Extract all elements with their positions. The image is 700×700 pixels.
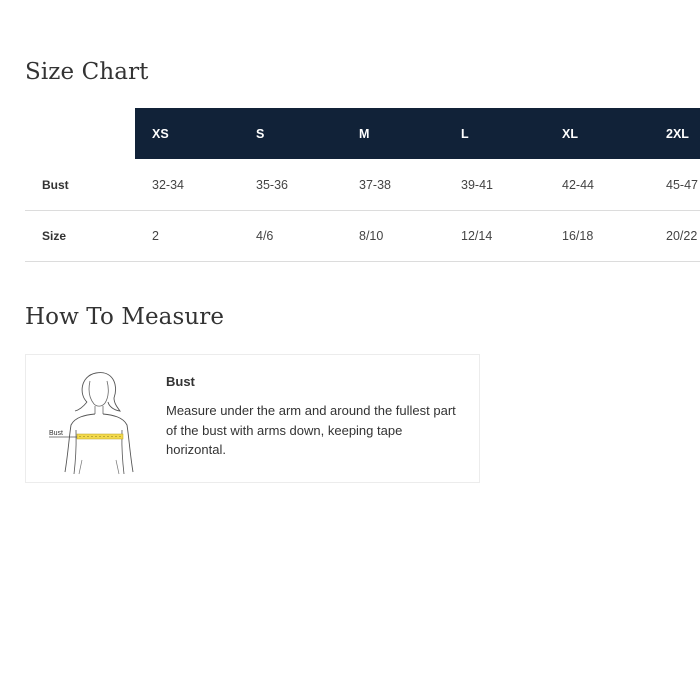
size-header-s: S [256,127,265,141]
row-divider [25,210,700,211]
bust-diagram-label: Bust [49,430,64,437]
row-label-size: Size [42,229,67,243]
size-header-2xl: 2XL [666,127,689,141]
measure-description-bust: Measure under the arm and around the fullest part of the bust with arms down, keeping tape horizontal. [166,403,456,457]
bust-value-m: 37-38 [359,178,391,192]
size-header-xs: XS [152,127,169,141]
size-header-row [135,108,700,159]
bust-value-2xl: 45-47 [666,178,698,192]
bust-value-s: 35-36 [256,178,288,192]
bust-measurement-illustration-icon [43,368,153,476]
row-label-bust: Bust [42,178,69,192]
size-value-xs: 2 [152,229,159,243]
size-chart-title: Size Chart [25,59,149,85]
row-divider [25,261,700,262]
size-value-m: 8/10 [359,229,384,243]
size-value-xl: 16/18 [562,229,594,243]
size-value-s: 4/6 [256,229,274,243]
size-value-l: 12/14 [461,229,493,243]
size-chart-table [25,108,700,264]
measure-card-bust [25,354,480,483]
bust-value-xs: 32-34 [152,178,184,192]
size-header-l: L [461,127,469,141]
size-header-m: M [359,127,370,141]
measure-heading-bust: Bust [166,374,195,389]
size-header-xl: XL [562,127,578,141]
size-value-2xl: 20/22 [666,229,698,243]
how-to-measure-title: How To Measure [25,304,225,330]
bust-value-xl: 42-44 [562,178,594,192]
bust-value-l: 39-41 [461,178,493,192]
